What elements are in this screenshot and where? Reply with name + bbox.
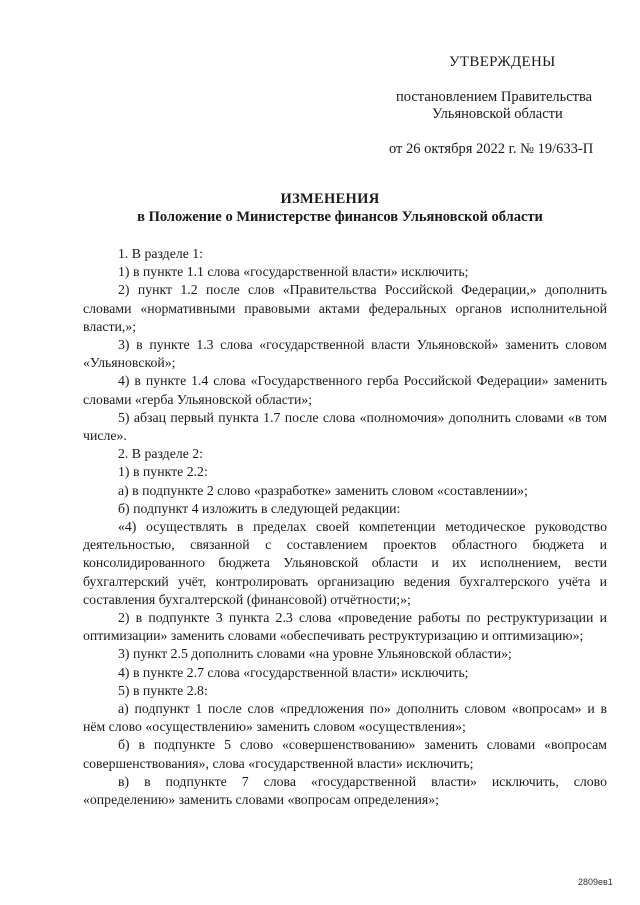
document-title: ИЗМЕНЕНИЯ: [280, 191, 380, 207]
paragraph: 5) в пункте 2.8:: [118, 682, 208, 698]
paragraph: 4) в пункте 1.4 слова «Государственного герба Российской Федерации» заменить словами «герба Ульяновской области»;: [83, 373, 607, 407]
paragraph: 2. В разделе 2:: [118, 446, 204, 462]
paragraph: 2) в подпункте 3 пункта 2.3 слова «проведение работы по реструктуризации и оптимизации» заменить словами «обеспечивать реструктуризацию и оптимизацию»;: [83, 610, 607, 644]
paragraph: 5) абзац первый пункта 1.7 после слова «полномочия» дополнить словами «в том числе».: [83, 409, 607, 444]
paragraph: 3) пункт 2.5 дополнить словами «на уровне Ульяновской области»;: [118, 646, 512, 662]
approval-line-1: постановлением Правительства: [396, 89, 593, 105]
paragraph: б) в подпункте 5 слово «совершенствованию» заменить словами «вопросам совершенствования», слова «государственной власти» исключить;: [83, 737, 607, 771]
approval-date: от 26 октября 2022 г. № 19/633-П: [389, 141, 594, 157]
paragraph: 3) в пункте 1.3 слова «государственной власти Ульяновской» заменить словом «Ульяновской»;: [83, 337, 607, 371]
paragraph: 1. В разделе 1:: [118, 246, 204, 261]
approval-line-2: Ульяновской области: [432, 106, 563, 122]
paragraph: в) в подпункте 7 слова «государственной власти» исключить, слово «определению» заменить словами «вопросам определения»;: [83, 773, 607, 808]
paragraph: 2) пункт 1.2 после слов «Правительства Российской Федерации,» дополнить словами «нормативными правовыми актами федеральных органов исполнительной власти,»;: [83, 282, 607, 334]
document-body: [83, 245, 607, 809]
paragraph: 4) в пункте 2.7 слова «государственной власти» исключить;: [118, 664, 469, 680]
document-code: 2809ев1: [578, 877, 613, 887]
approval-title: УТВЕРЖДЕНЫ: [449, 54, 556, 70]
paragraph: 1) в пункте 1.1 слова «государственной власти» исключить;: [118, 264, 469, 280]
paragraph: а) подпункт 1 после слов «предложения по» дополнить словом «вопросам» и в нём слово «осуществлению» заменить словом «осуществления»;: [83, 701, 607, 735]
paragraph: б) подпункт 4 изложить в следующей редакции:: [118, 500, 401, 516]
paragraph: а) в подпункте 2 слово «разработке» заменить словом «составлении»;: [118, 482, 528, 498]
paragraph: «4) осуществлять в пределах своей компетенции методическое руководство деятельностью, связанной с составлением проектов областного бюджета и консолидированного бюджета Ульяновской области и их исполнением, вести бухгалтерский учёт, контролировать организацию ведения бухгалтерского учёта и составления бухгалтерской (финансовой) отчётности;»;: [83, 519, 607, 607]
paragraph: 1) в пункте 2.2:: [118, 464, 208, 480]
document-subtitle: в Положение о Министерстве финансов Ульяновской области: [137, 209, 543, 225]
